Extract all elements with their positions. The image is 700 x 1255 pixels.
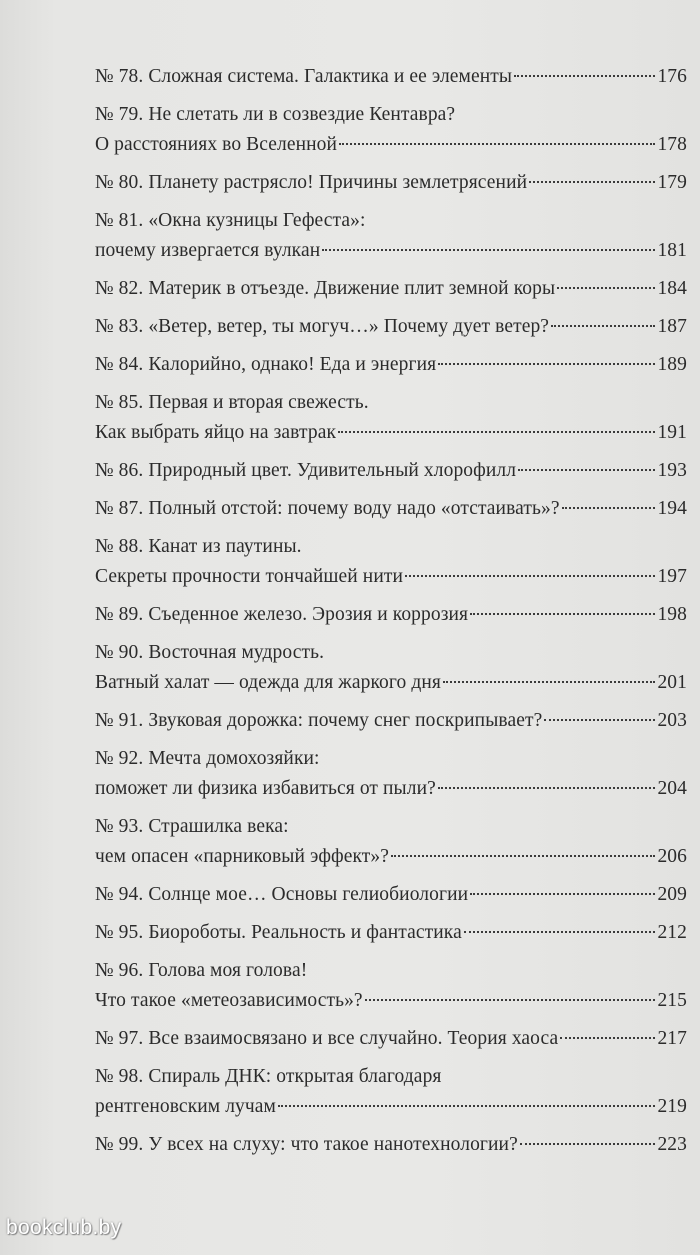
page-number: 212 <box>657 922 687 943</box>
toc-line <box>95 1130 687 1160</box>
toc-entry <box>95 880 687 910</box>
toc-line <box>95 388 687 418</box>
toc-entry-title: № 82. Материк в отъезде. Движение плит земной коры <box>95 278 556 299</box>
toc-entry <box>95 1024 687 1054</box>
page-number: 217 <box>657 1028 687 1049</box>
page-number: 215 <box>657 990 687 1011</box>
toc-entry-title: № 91. Звуковая дорожка: почему снег поскрипывает? <box>95 710 543 731</box>
toc-entry-title: № 98. Спираль ДНК: открытая благодаря <box>95 1066 442 1087</box>
toc-entry-title: Как выбрать яйцо на завтрак <box>95 422 337 443</box>
toc-line <box>95 100 687 130</box>
toc-line <box>95 774 687 804</box>
page-number: 193 <box>657 460 687 481</box>
toc-entry <box>95 1130 687 1160</box>
page-number: 198 <box>657 604 687 625</box>
toc-line <box>95 600 687 630</box>
page-number: 194 <box>657 498 687 519</box>
dot-leader <box>391 855 655 857</box>
toc-line <box>95 842 687 872</box>
toc-entry <box>95 312 687 342</box>
toc-entry <box>95 274 687 304</box>
toc-line <box>95 350 687 380</box>
page-number: 189 <box>657 354 687 375</box>
toc-entry <box>95 812 687 872</box>
dot-leader <box>514 75 655 77</box>
toc-entry-title: рентгеновским лучам <box>95 1096 276 1117</box>
toc-entry-title: № 87. Полный отстой: почему воду надо «отстаивать»? <box>95 498 560 519</box>
toc-entry <box>95 1062 687 1122</box>
toc-line <box>95 456 687 486</box>
watermark: bookclub.by <box>6 1216 122 1239</box>
toc-entry-title: поможет ли физика избавиться от пыли? <box>95 778 436 799</box>
dot-leader <box>520 1143 656 1145</box>
toc-entry-title: № 93. Страшилка века: <box>95 816 289 837</box>
toc-line <box>95 986 687 1016</box>
toc-entry-title: № 85. Первая и вторая свежесть. <box>95 392 369 413</box>
dot-leader <box>438 363 655 365</box>
page-number: 209 <box>657 884 687 905</box>
dot-leader <box>529 181 655 183</box>
page-number: 179 <box>657 172 687 193</box>
toc-entry <box>95 744 687 804</box>
toc-entry <box>95 706 687 736</box>
page-number: 184 <box>657 278 687 299</box>
toc-line <box>95 668 687 698</box>
toc-entry <box>95 100 687 160</box>
dot-leader <box>470 893 655 895</box>
page-number: 181 <box>657 240 687 261</box>
toc-entry <box>95 600 687 630</box>
dot-leader <box>339 143 655 145</box>
dot-leader <box>562 507 656 509</box>
dot-leader <box>438 787 656 789</box>
toc-entry-title: № 90. Восточная мудрость. <box>95 642 325 663</box>
toc-line <box>95 1062 687 1092</box>
toc-entry-title: чем опасен «парниковый эффект»? <box>95 846 390 867</box>
toc-entry <box>95 206 687 266</box>
toc-line <box>95 130 687 160</box>
toc-entry-title: № 86. Природный цвет. Удивительный хлорофилл <box>95 460 517 481</box>
toc-line <box>95 418 687 448</box>
page-number: 187 <box>657 316 687 337</box>
toc-entry-title: Что такое «метеозависимость»? <box>95 990 363 1011</box>
page-number: 197 <box>657 566 687 587</box>
dot-leader <box>338 431 655 433</box>
toc-entry-title: № 96. Голова моя голова! <box>95 960 308 981</box>
toc-line <box>95 706 687 736</box>
page-number: 219 <box>657 1096 687 1117</box>
page-number: 203 <box>657 710 687 731</box>
toc-entry-title: почему извергается вулкан <box>95 240 321 261</box>
toc-entry-title: № 95. Биороботы. Реальность и фантастика <box>95 922 462 943</box>
toc-line <box>95 638 687 668</box>
dot-leader <box>518 469 655 471</box>
toc-entry <box>95 456 687 486</box>
dot-leader <box>405 575 655 577</box>
toc-line <box>95 812 687 842</box>
toc-entry-title: Ватный халат — одежда для жаркого дня <box>95 672 441 693</box>
toc-line <box>95 168 687 198</box>
toc-line <box>95 1024 687 1054</box>
toc-entry-title: № 81. «Окна кузницы Гефеста»: <box>95 210 366 231</box>
page-number: 201 <box>657 672 687 693</box>
dot-leader <box>557 287 655 289</box>
page-number: 178 <box>657 134 687 155</box>
toc-entry-title: № 97. Все взаимосвязано и все случайно. Теория хаоса <box>95 1028 559 1049</box>
toc-entry-title: № 94. Солнце мое… Основы гелиобиологии <box>95 884 469 905</box>
toc-line <box>95 918 687 948</box>
toc-line <box>95 312 687 342</box>
dot-leader <box>464 931 656 933</box>
toc-entry <box>95 388 687 448</box>
toc-entry-title: Секреты прочности тончайшей нити <box>95 566 404 587</box>
table-of-contents <box>95 62 687 1168</box>
dot-leader <box>544 719 655 721</box>
toc-entry <box>95 956 687 1016</box>
toc-line <box>95 532 687 562</box>
toc-entry <box>95 638 687 698</box>
toc-entry <box>95 350 687 380</box>
toc-entry <box>95 62 687 92</box>
toc-entry-title: № 79. Не слетать ли в созвездие Кентавра? <box>95 104 456 125</box>
toc-line <box>95 744 687 774</box>
toc-line <box>95 956 687 986</box>
toc-entry <box>95 532 687 592</box>
toc-line <box>95 880 687 910</box>
toc-entry-title: № 80. Планету растрясло! Причины землетрясений <box>95 172 528 193</box>
toc-entry-title: № 92. Мечта домохозяйки: <box>95 748 320 769</box>
dot-leader <box>365 999 656 1001</box>
toc-entry <box>95 168 687 198</box>
toc-entry-title: № 78. Сложная система. Галактика и ее элементы <box>95 66 513 87</box>
toc-entry-title: № 83. «Ветер, ветер, ты могуч…» Почему дует ветер? <box>95 316 550 337</box>
toc-entry <box>95 918 687 948</box>
dot-leader <box>278 1105 655 1107</box>
dot-leader <box>551 325 655 327</box>
toc-entry-title: № 99. У всех на слуху: что такое нанотехнологии? <box>95 1134 518 1155</box>
toc-line <box>95 274 687 304</box>
toc-line <box>95 62 687 92</box>
page-number: 223 <box>657 1134 687 1155</box>
page-number: 204 <box>657 778 687 799</box>
toc-entry-title: О расстояниях во Вселенной <box>95 134 338 155</box>
toc-entry-title: № 84. Калорийно, однако! Еда и энергия <box>95 354 437 375</box>
toc-line <box>95 1092 687 1122</box>
toc-entry-title: № 89. Съеденное железо. Эрозия и коррозия <box>95 604 469 625</box>
toc-line <box>95 562 687 592</box>
dot-leader <box>560 1037 655 1039</box>
page-number: 191 <box>657 422 687 443</box>
dot-leader <box>322 249 655 251</box>
dot-leader <box>443 681 655 683</box>
toc-line <box>95 494 687 524</box>
page-number: 176 <box>657 66 687 87</box>
toc-entry <box>95 494 687 524</box>
dot-leader <box>470 613 655 615</box>
toc-line <box>95 206 687 236</box>
toc-line <box>95 236 687 266</box>
page-number: 206 <box>657 846 687 867</box>
toc-entry-title: № 88. Канат из паутины. <box>95 536 302 557</box>
